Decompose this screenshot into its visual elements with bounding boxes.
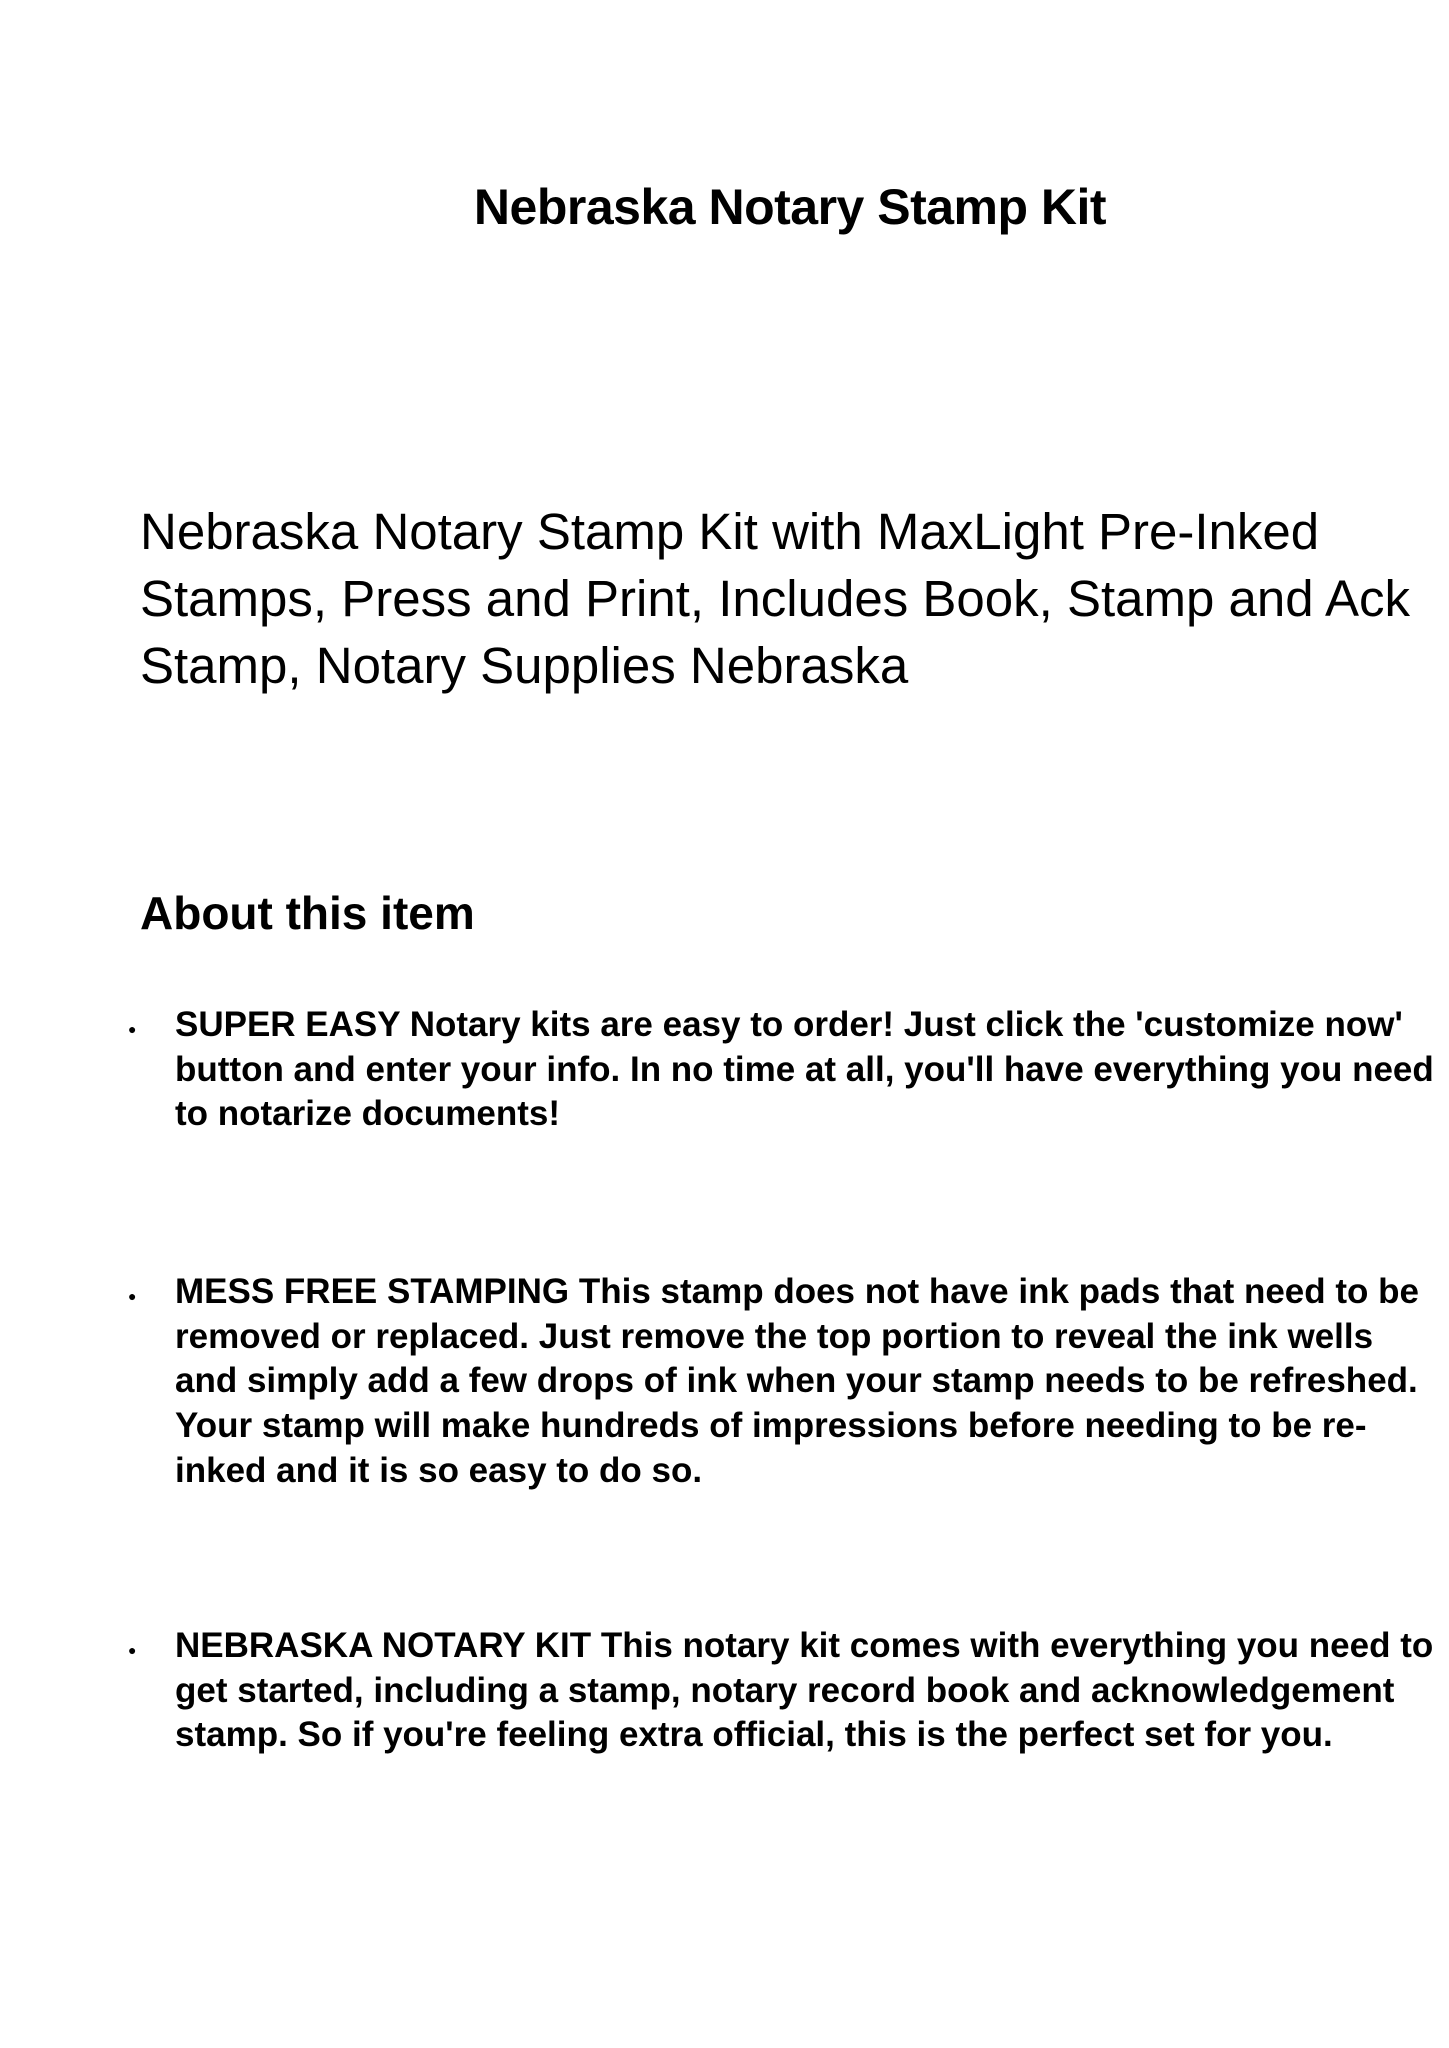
bullet-text: NEBRASKA NOTARY KIT This notary kit comes with everything you need to get started, including a stamp, notary record book and acknowledgement stamp. So if you're feeling extra official, this is the perfect set for you. [175,1626,1434,1755]
page-title: Nebraska Notary Stamp Kit [473,179,1107,235]
about-heading: About this item [140,887,475,939]
list-item [0,1270,1449,1494]
bullet-text: MESS FREE STAMPING This stamp does not have ink pads that need to be removed or replaced. Just remove the top portion to reveal the ink wells and simply add a few drops of ink when your stamp needs to be refreshed. Your stamp will make hundreds of impressions before needing to be re-inked and it is so easy to do so. [175,1272,1419,1490]
bullet-text: SUPER EASY Notary kits are easy to order! Just click the 'customize now' button and enter your info. In no time at all, you'll have everything you need to notarize documents! [175,1005,1434,1134]
bullet-list [0,1270,1449,1494]
bullet-list [0,1003,1449,1137]
bullet-list [0,1624,1449,1758]
bullet-icon: ● [128,1021,137,1037]
list-item [0,1624,1449,1758]
bullet-icon: ● [128,1288,137,1304]
bullet-icon: ● [128,1642,137,1658]
product-title: Nebraska Notary Stamp Kit with MaxLight Pre-Inked Stamps, Press and Print, Includes Book, Stamp and Ack Stamp, Notary Supplies Nebraska [140,503,1410,694]
list-item [0,1003,1449,1137]
